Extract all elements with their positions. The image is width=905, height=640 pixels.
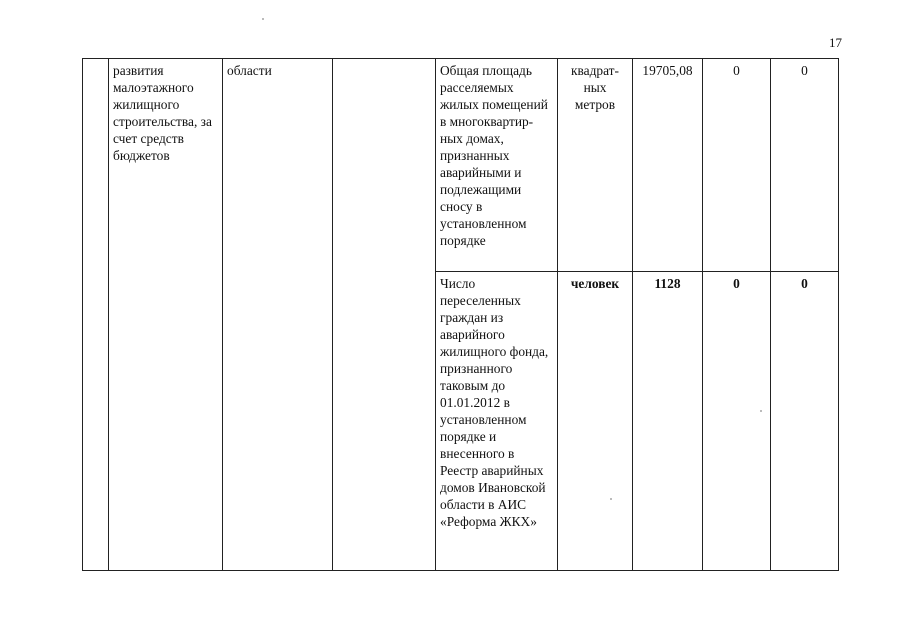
table-row (83, 59, 839, 272)
table-cell-indicator: Общая площадь расселяемых жилых помещений в многоквартир-ных домах, признанных аварийными и подлежащими сносу в установленном порядке (436, 59, 558, 272)
program-indicators-table (82, 58, 839, 571)
table-cell-value: 0 (703, 272, 771, 571)
table-cell-value: 1128 (633, 272, 703, 571)
table-cell-value: 0 (771, 272, 839, 571)
table-cell-value: 0 (703, 59, 771, 272)
table-cell-unit: квадрат-ных метров (558, 59, 633, 272)
scan-speck (262, 18, 264, 20)
table-cell-unit: человек (558, 272, 633, 571)
table-cell-funding-source: области (223, 59, 333, 571)
table-cell-empty-index (83, 59, 109, 571)
page-number: 17 (829, 35, 842, 50)
table-cell-value: 0 (771, 59, 839, 272)
scan-speck (610, 498, 612, 500)
table-cell-indicator: Число переселенных граждан из аварийного жилищного фонда, признанного таковым до 01.01.2012 в установленном порядке и внесенного в Реестр аварийных домов Ивановской области в АИС «Реформа ЖКХ» (436, 272, 558, 571)
table-cell-empty (333, 59, 436, 571)
scan-speck (760, 410, 762, 412)
table-cell-program: развития малоэтажного жилищного строительства, за счет средств бюджетов (109, 59, 223, 571)
table-cell-value: 19705,08 (633, 59, 703, 272)
